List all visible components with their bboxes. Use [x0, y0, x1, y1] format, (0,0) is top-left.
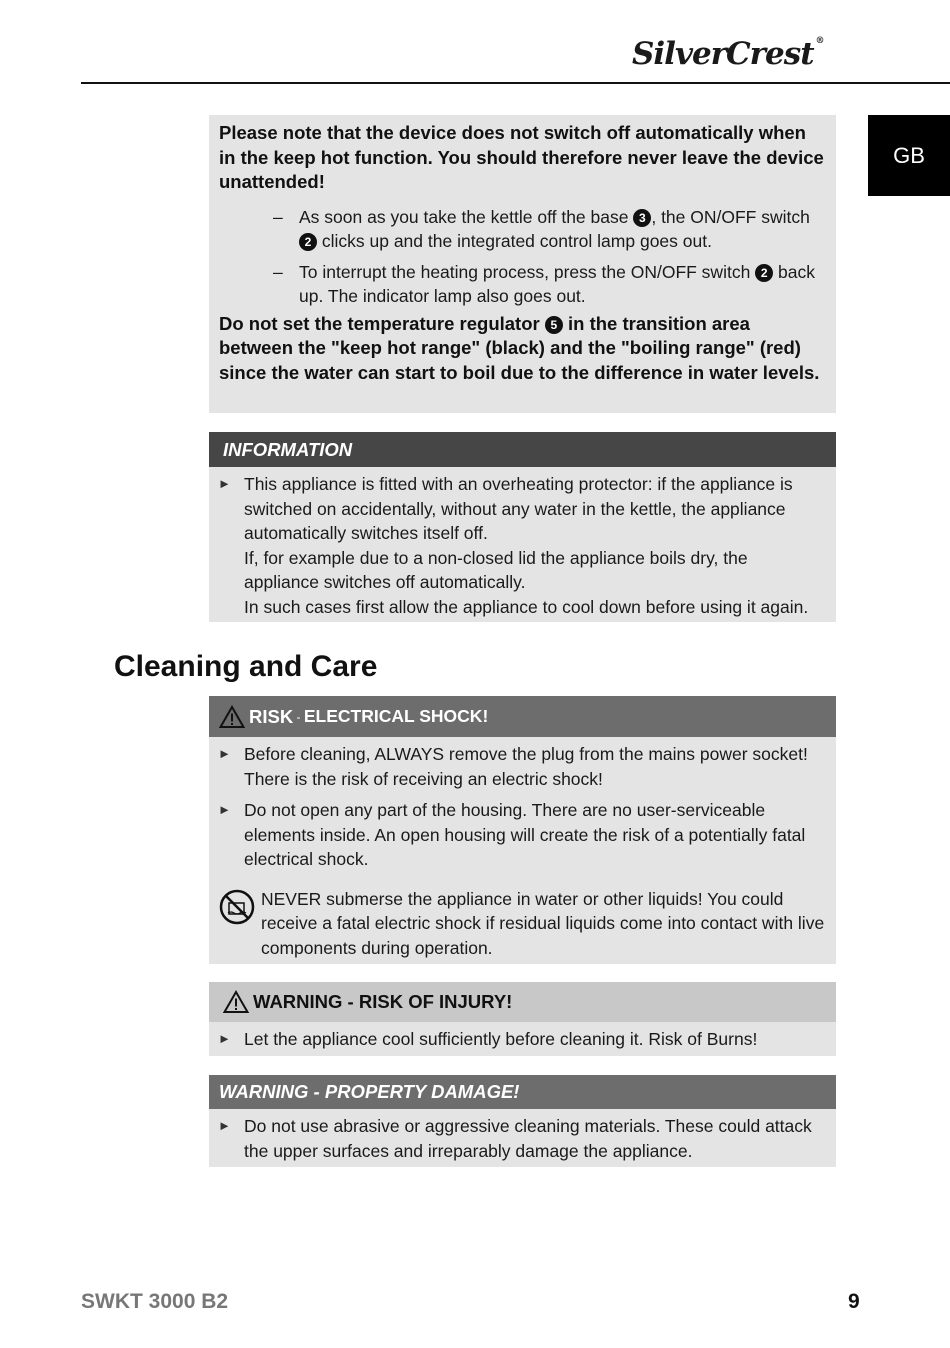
brand-logo — [632, 36, 862, 72]
risk-item — [209, 742, 826, 791]
temperature-warning-text: Do not set the temperature regulator — [219, 312, 545, 334]
risk-item-text: Before cleaning, ALWAYS remove the plug from the mains power socket! There is the risk of receiving an electric shock! — [244, 744, 808, 789]
bullet-arrow-icon: ► — [218, 802, 231, 817]
risk-item — [209, 798, 826, 872]
header-rule — [81, 82, 950, 84]
brand-name: SilverCrest — [632, 36, 814, 72]
injury-warning-box — [209, 1022, 836, 1056]
dash-item-text: back up. The indicator lamp also goes out. — [299, 261, 815, 306]
language-tab — [868, 115, 950, 196]
information-box — [209, 467, 836, 622]
risk-title: ELECTRICAL SHOCK! — [303, 706, 489, 726]
injury-warning-title: WARNING - RISK OF INJURY! — [253, 991, 513, 1012]
risk-label: RISK — [249, 705, 294, 727]
bullet-arrow-icon: ► — [218, 1031, 231, 1046]
page-number: 9 — [848, 1290, 860, 1313]
dash-marker: – — [273, 261, 283, 282]
property-item — [209, 1114, 826, 1163]
temperature-warning-text: in the transition area between the "keep hot range" (black) and the "boiling range" (red) since the water can start to boil due to the difference in water levels. — [219, 312, 820, 383]
risk-separator: - — [293, 709, 304, 724]
information-line: In such cases first allow the appliance to cool down before using it again. — [244, 596, 809, 617]
property-item-text: Do not use abrasive or aggressive cleaning materials. These could attack the upper surfaces and irreparably damage the appliance. — [244, 1116, 812, 1161]
information-item — [209, 472, 826, 619]
bullet-arrow-icon: ► — [218, 746, 231, 761]
information-header — [209, 432, 836, 467]
property-warning-box — [209, 1109, 836, 1167]
no-immersion-text: NEVER submerse the appliance in water or other liquids! You could receive a fatal electric shock if residual liquids come into contact with live components during operation. — [261, 888, 825, 958]
dash-item-text: clicks up and the integrated control lamp goes out. — [317, 231, 712, 251]
risk-shock-header — [209, 696, 836, 737]
section-title: Cleaning and Care — [114, 650, 378, 683]
language-tab-label: GB — [893, 142, 925, 168]
footer-model: SWKT 3000 B2 — [81, 1290, 229, 1313]
no-immersion-icon — [219, 889, 255, 925]
registered-mark: ® — [815, 36, 824, 46]
dash-item-text: To interrupt the heating process, press the ON/OFF switch — [299, 261, 756, 282]
number-badge: 2 — [755, 264, 773, 282]
number-badge: 3 — [633, 209, 651, 227]
bullet-arrow-icon: ► — [218, 1118, 231, 1133]
risk-item-text: Do not open any part of the housing. There are no user-serviceable elements inside. An open housing will create the risk of a potentially fatal electrical shock. — [244, 800, 806, 869]
property-warning-title: WARNING - PROPERTY DAMAGE! — [219, 1081, 520, 1102]
number-badge: 5 — [545, 316, 563, 334]
injury-item — [209, 1027, 826, 1052]
dash-item-text: , the ON/OFF switch — [651, 206, 810, 227]
dash-item — [219, 260, 826, 309]
warning-triangle-icon — [223, 990, 249, 1014]
information-line: If, for example due to a non-closed lid the appliance boils dry, the appliance switches off automatically. — [244, 547, 748, 592]
dash-marker: – — [273, 206, 283, 227]
keep-hot-note-box — [209, 115, 836, 413]
number-badge: 2 — [299, 233, 317, 251]
injury-warning-header — [209, 982, 836, 1022]
temperature-warning — [219, 312, 826, 386]
warning-triangle-icon — [219, 705, 245, 729]
no-immersion-item — [209, 887, 826, 961]
information-title: INFORMATION — [223, 438, 353, 460]
injury-item-text: Let the appliance cool sufficiently before cleaning it. Risk of Burns! — [244, 1029, 758, 1049]
keep-hot-warning: Please note that the device does not switch off automatically when in the keep hot function. You should therefore never leave the device unattended! — [219, 122, 824, 192]
information-line: This appliance is fitted with an overheating protector: if the appliance is switched on accidentally, without any water in the kettle, the appliance automatically switches itself off. — [244, 474, 793, 543]
dash-item — [219, 205, 826, 254]
dash-item-text: As soon as you take the kettle off the base — [299, 206, 634, 227]
risk-shock-box — [209, 737, 836, 964]
property-warning-header — [209, 1075, 836, 1109]
bullet-arrow-icon: ► — [218, 476, 231, 491]
